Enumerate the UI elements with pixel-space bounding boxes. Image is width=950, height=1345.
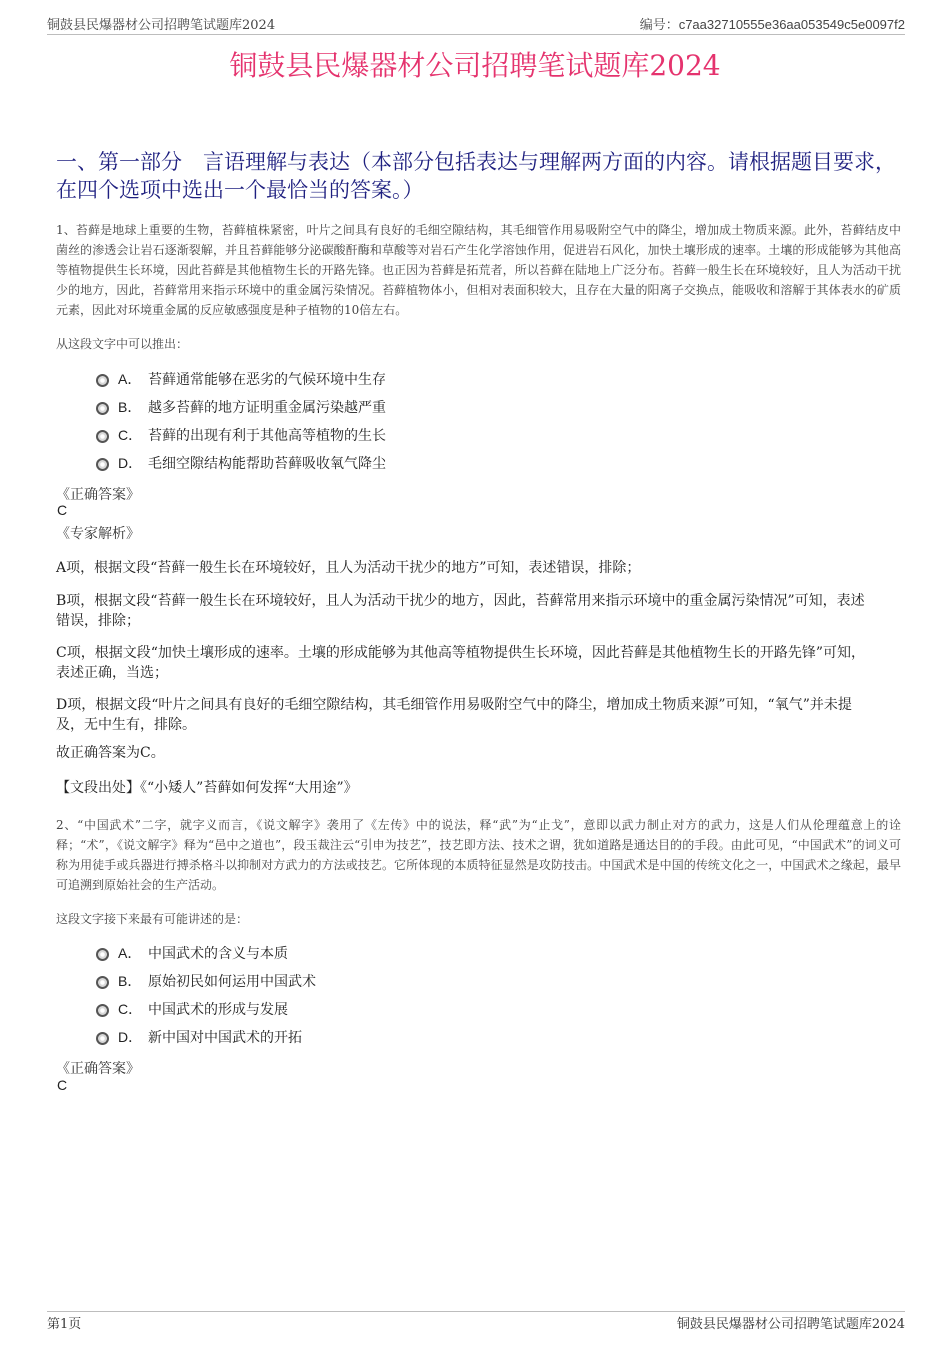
option-key: A．: [118, 371, 142, 387]
question-1-option-c[interactable]: [96, 422, 796, 450]
question-2-option-b[interactable]: [96, 968, 796, 996]
option-key: A．: [118, 945, 142, 961]
option-key: C．: [118, 1001, 143, 1017]
question-1-option-b[interactable]: [96, 394, 796, 422]
passage-source: 【文段出处】《“小矮人”苔藓如何发挥“大用途”》: [56, 780, 358, 796]
option-text: 苔藓通常能够在恶劣的气候环境中生存: [148, 372, 386, 388]
analysis-item-a: A项，根据文段“苔藓一般生长在环境较好，且人为活动干扰少的地方”可知，表述错误，排除；: [56, 560, 641, 576]
radio-icon[interactable]: [96, 458, 109, 471]
question-1-answer: C: [57, 502, 68, 518]
header-left-text: 铜鼓县民爆器材公司招聘笔试题库2024: [47, 18, 276, 33]
question-2-stem: 2、“中国武术”二字，就字义而言，《说文解字》袭用了《左传》中的说法，释“武”为“止戈”，意即以武力制止对方的武力，这是人们从伦理蕴意上的诠释；“术”，《说文解字》释为“邑中之道也”，段玉裁注云“引申为技艺”，技艺即方法、技术之谓，犹如道路是通达目的的手段。由此可见，“中国武术”的词义可称为用徒手或兵器进行搏杀格斗以抑制对方武力的方法或技艺。它所体现的本质特征显然是攻防技击。中国武术是中国的传统文化之一，中国武术之缘起，最早可追溯到原始社会的生产活动。: [56, 818, 901, 892]
option-key: B．: [118, 399, 142, 415]
page-number: 第1页: [47, 1317, 82, 1332]
footer-divider: [47, 1311, 905, 1312]
footer-title: 铜鼓县民爆器材公司招聘笔试题库2024: [676, 1317, 905, 1332]
radio-icon[interactable]: [96, 1032, 109, 1045]
question-2-options: [96, 940, 796, 1052]
header-serial-number: 编号：c7aa32710555e36aa053549c5e0097f2: [639, 17, 905, 32]
question-1-answer-label: 《正确答案》: [56, 487, 140, 503]
option-key: D．: [118, 455, 143, 471]
page-footer: [47, 1313, 905, 1333]
analysis-conclusion: 故正确答案为C。: [56, 745, 165, 761]
radio-icon[interactable]: [96, 402, 109, 415]
option-text: 苔藓的出现有利于其他高等植物的生长: [148, 428, 386, 444]
analysis-item-b: B项，根据文段“苔藓一般生长在环境较好，且人为活动干扰少的地方，因此，苔藓常用来指示环境中的重金属污染情况”可知，表述错误，排除；: [56, 593, 865, 629]
option-text: 越多苔藓的地方证明重金属污染越严重: [148, 400, 386, 416]
question-2-answer: C: [57, 1077, 68, 1093]
question-2-answer-label: 《正确答案》: [56, 1061, 140, 1077]
document-title: 铜鼓县民爆器材公司招聘笔试题库2024: [229, 49, 721, 82]
header-divider: [47, 34, 905, 35]
section-heading: 一、第一部分 言语理解与表达（本部分包括表达与理解两方面的内容。请根据题目要求，在四个选项中选出一个最恰当的答案。）: [56, 150, 896, 202]
radio-icon[interactable]: [96, 976, 109, 989]
option-key: D．: [118, 1029, 143, 1045]
question-2-prompt: 这段文字接下来最有可能讲述的是：: [56, 912, 249, 926]
radio-icon[interactable]: [96, 948, 109, 961]
question-1-stem: 1、苔藓是地球上重要的生物，苔藓植株紧密，叶片之间具有良好的毛细空隙结构，其毛细管作用易吸附空气中的降尘，增加成土物质来源。此外，苔藓结皮中菌丝的渗透会让岩石逐渐裂解，并且苔藓能够分泌碳酸酐酶和草酸等对岩石产生化学溶蚀作用，促进岩石风化，加快土壤形成的速率。土壤的形成能够为其他高等植物提供生长环境，因此苔藓是其他植物生长的开路先锋。也正因为苔藓是拓荒者，所以苔藓在陆地上广泛分布。苔藓一般生长在环境较好，且人为活动干扰少的地方，因此，苔藓常用来指示环境中的重金属污染情况。苔藓植物体小，但相对表面积较大，且存在大量的阳离子交换点，能吸收和溶解于其体表水的矿质元素，因此对环境重金属的反应敏感强度是种子植物的10倍左右。: [56, 223, 901, 317]
option-text: 中国武术的含义与本质: [148, 946, 288, 962]
question-1-option-a[interactable]: [96, 366, 796, 394]
option-text: 毛细空隙结构能帮助苔藓吸收氧气降尘: [148, 456, 386, 472]
analysis-item-c: C项，根据文段“加快土壤形成的速率。土壤的形成能够为其他高等植物提供生长环境，因此苔藓是其他植物生长的开路先锋”可知，表述正确，当选；: [56, 645, 866, 681]
question-1-option-d[interactable]: [96, 450, 796, 478]
radio-icon[interactable]: [96, 374, 109, 387]
radio-icon[interactable]: [96, 1004, 109, 1017]
option-text: 新中国对中国武术的开拓: [148, 1030, 302, 1046]
option-key: B．: [118, 973, 142, 989]
option-text: 原始初民如何运用中国武术: [148, 974, 316, 990]
option-text: 中国武术的形成与发展: [148, 1002, 288, 1018]
option-key: C．: [118, 427, 143, 443]
question-1-prompt: 从这段文字中可以推出：: [56, 337, 189, 351]
radio-icon[interactable]: [96, 430, 109, 443]
question-1-options: [96, 366, 796, 478]
question-2-option-a[interactable]: [96, 940, 796, 968]
analysis-item-d: D项，根据文段“叶片之间具有良好的毛细空隙结构，其毛细管作用易吸附空气中的降尘，增加成土物质来源”可知，“氧气”并未提及，无中生有，排除。: [56, 697, 852, 733]
question-2-option-d[interactable]: [96, 1024, 796, 1052]
question-1-analysis-label: 《专家解析》: [56, 526, 140, 542]
question-2-option-c[interactable]: [96, 996, 796, 1024]
page-header: [47, 14, 905, 34]
